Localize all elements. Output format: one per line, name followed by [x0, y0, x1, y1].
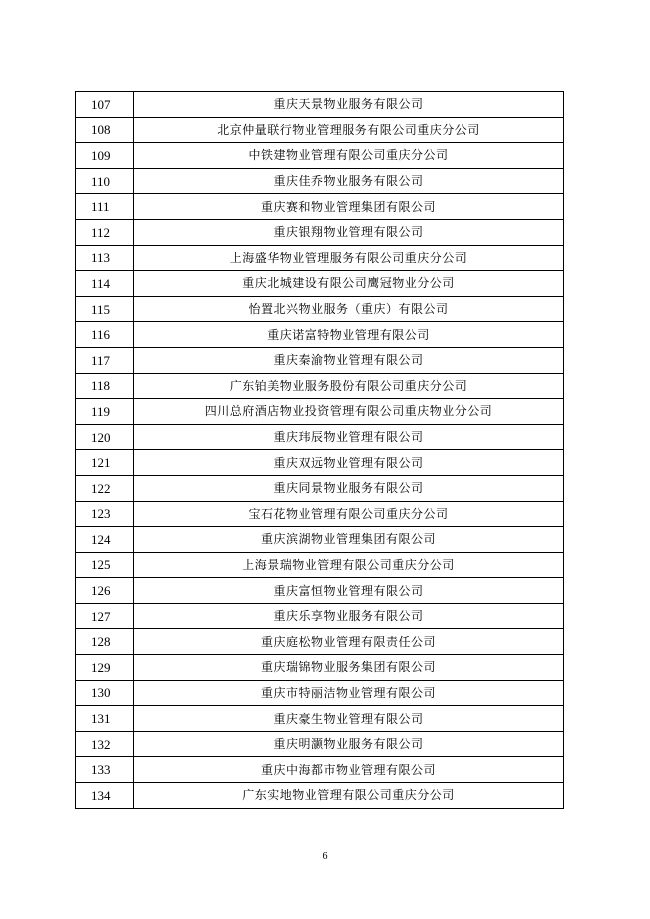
- row-number: 127: [76, 603, 134, 629]
- row-number: 119: [76, 399, 134, 425]
- table-row: [76, 501, 564, 527]
- row-number: 129: [76, 655, 134, 681]
- company-name: 广东铂美物业服务股份有限公司重庆分公司: [134, 373, 564, 399]
- table-row: [76, 783, 564, 809]
- table-row: [76, 680, 564, 706]
- row-number: 110: [76, 168, 134, 194]
- row-number: 116: [76, 322, 134, 348]
- table-row: [76, 450, 564, 476]
- company-name: 重庆玮辰物业管理有限公司: [134, 424, 564, 450]
- table-row: [76, 117, 564, 143]
- row-number: 130: [76, 680, 134, 706]
- table-row: [76, 143, 564, 169]
- table-row: [76, 655, 564, 681]
- company-name: 重庆明灏物业服务有限公司: [134, 731, 564, 757]
- table-row: [76, 92, 564, 118]
- table-row: [76, 194, 564, 220]
- company-name: 重庆诺富特物业管理有限公司: [134, 322, 564, 348]
- row-number: 117: [76, 347, 134, 373]
- company-name: 中铁建物业管理有限公司重庆分公司: [134, 143, 564, 169]
- row-number: 115: [76, 296, 134, 322]
- row-number: 113: [76, 245, 134, 271]
- company-name: 重庆市特丽洁物业管理有限公司: [134, 680, 564, 706]
- company-name: 重庆双远物业管理有限公司: [134, 450, 564, 476]
- company-name: 重庆中海都市物业管理有限公司: [134, 757, 564, 783]
- company-name: 重庆富恒物业管理有限公司: [134, 578, 564, 604]
- table-row: [76, 603, 564, 629]
- company-list-table: [75, 91, 564, 809]
- table-row: [76, 527, 564, 553]
- row-number: 112: [76, 219, 134, 245]
- company-name: 重庆秦渝物业管理有限公司: [134, 347, 564, 373]
- row-number: 111: [76, 194, 134, 220]
- table-row: [76, 424, 564, 450]
- table-row: [76, 629, 564, 655]
- row-number: 134: [76, 783, 134, 809]
- table-row: [76, 706, 564, 732]
- company-name: 重庆滨湖物业管理集团有限公司: [134, 527, 564, 553]
- row-number: 114: [76, 271, 134, 297]
- table-row: [76, 219, 564, 245]
- company-name: 重庆赛和物业管理集团有限公司: [134, 194, 564, 220]
- table-row: [76, 347, 564, 373]
- company-name: 上海景瑞物业管理有限公司重庆分公司: [134, 552, 564, 578]
- company-name: 上海盛华物业管理服务有限公司重庆分公司: [134, 245, 564, 271]
- table-row: [76, 475, 564, 501]
- company-name: 怡置北兴物业服务（重庆）有限公司: [134, 296, 564, 322]
- row-number: 123: [76, 501, 134, 527]
- table-row: [76, 271, 564, 297]
- company-name: 重庆庭松物业管理有限责任公司: [134, 629, 564, 655]
- company-name: 重庆乐享物业服务有限公司: [134, 603, 564, 629]
- company-name: 北京仲量联行物业管理服务有限公司重庆分公司: [134, 117, 564, 143]
- row-number: 124: [76, 527, 134, 553]
- page-number: 6: [322, 851, 328, 862]
- table-row: [76, 245, 564, 271]
- row-number: 120: [76, 424, 134, 450]
- table-row: [76, 578, 564, 604]
- table-row: [76, 168, 564, 194]
- row-number: 121: [76, 450, 134, 476]
- row-number: 109: [76, 143, 134, 169]
- company-name: 重庆银翔物业管理有限公司: [134, 219, 564, 245]
- table-row: [76, 757, 564, 783]
- company-list-body: [76, 92, 564, 809]
- company-name: 重庆同景物业服务有限公司: [134, 475, 564, 501]
- table-row: [76, 322, 564, 348]
- row-number: 122: [76, 475, 134, 501]
- company-name: 广东实地物业管理有限公司重庆分公司: [134, 783, 564, 809]
- row-number: 108: [76, 117, 134, 143]
- row-number: 118: [76, 373, 134, 399]
- row-number: 128: [76, 629, 134, 655]
- table-row: [76, 399, 564, 425]
- company-name: 重庆佳乔物业服务有限公司: [134, 168, 564, 194]
- company-name: 重庆北城建设有限公司鹰冠物业分公司: [134, 271, 564, 297]
- table-row: [76, 552, 564, 578]
- table-row: [76, 731, 564, 757]
- row-number: 131: [76, 706, 134, 732]
- row-number: 132: [76, 731, 134, 757]
- row-number: 126: [76, 578, 134, 604]
- table-row: [76, 296, 564, 322]
- company-name: 重庆瑞锦物业服务集团有限公司: [134, 655, 564, 681]
- company-name: 四川总府酒店物业投资管理有限公司重庆物业分公司: [134, 399, 564, 425]
- company-name: 重庆豪生物业管理有限公司: [134, 706, 564, 732]
- row-number: 125: [76, 552, 134, 578]
- table-row: [76, 373, 564, 399]
- company-name: 重庆天景物业服务有限公司: [134, 92, 564, 118]
- company-name: 宝石花物业管理有限公司重庆分公司: [134, 501, 564, 527]
- row-number: 107: [76, 92, 134, 118]
- row-number: 133: [76, 757, 134, 783]
